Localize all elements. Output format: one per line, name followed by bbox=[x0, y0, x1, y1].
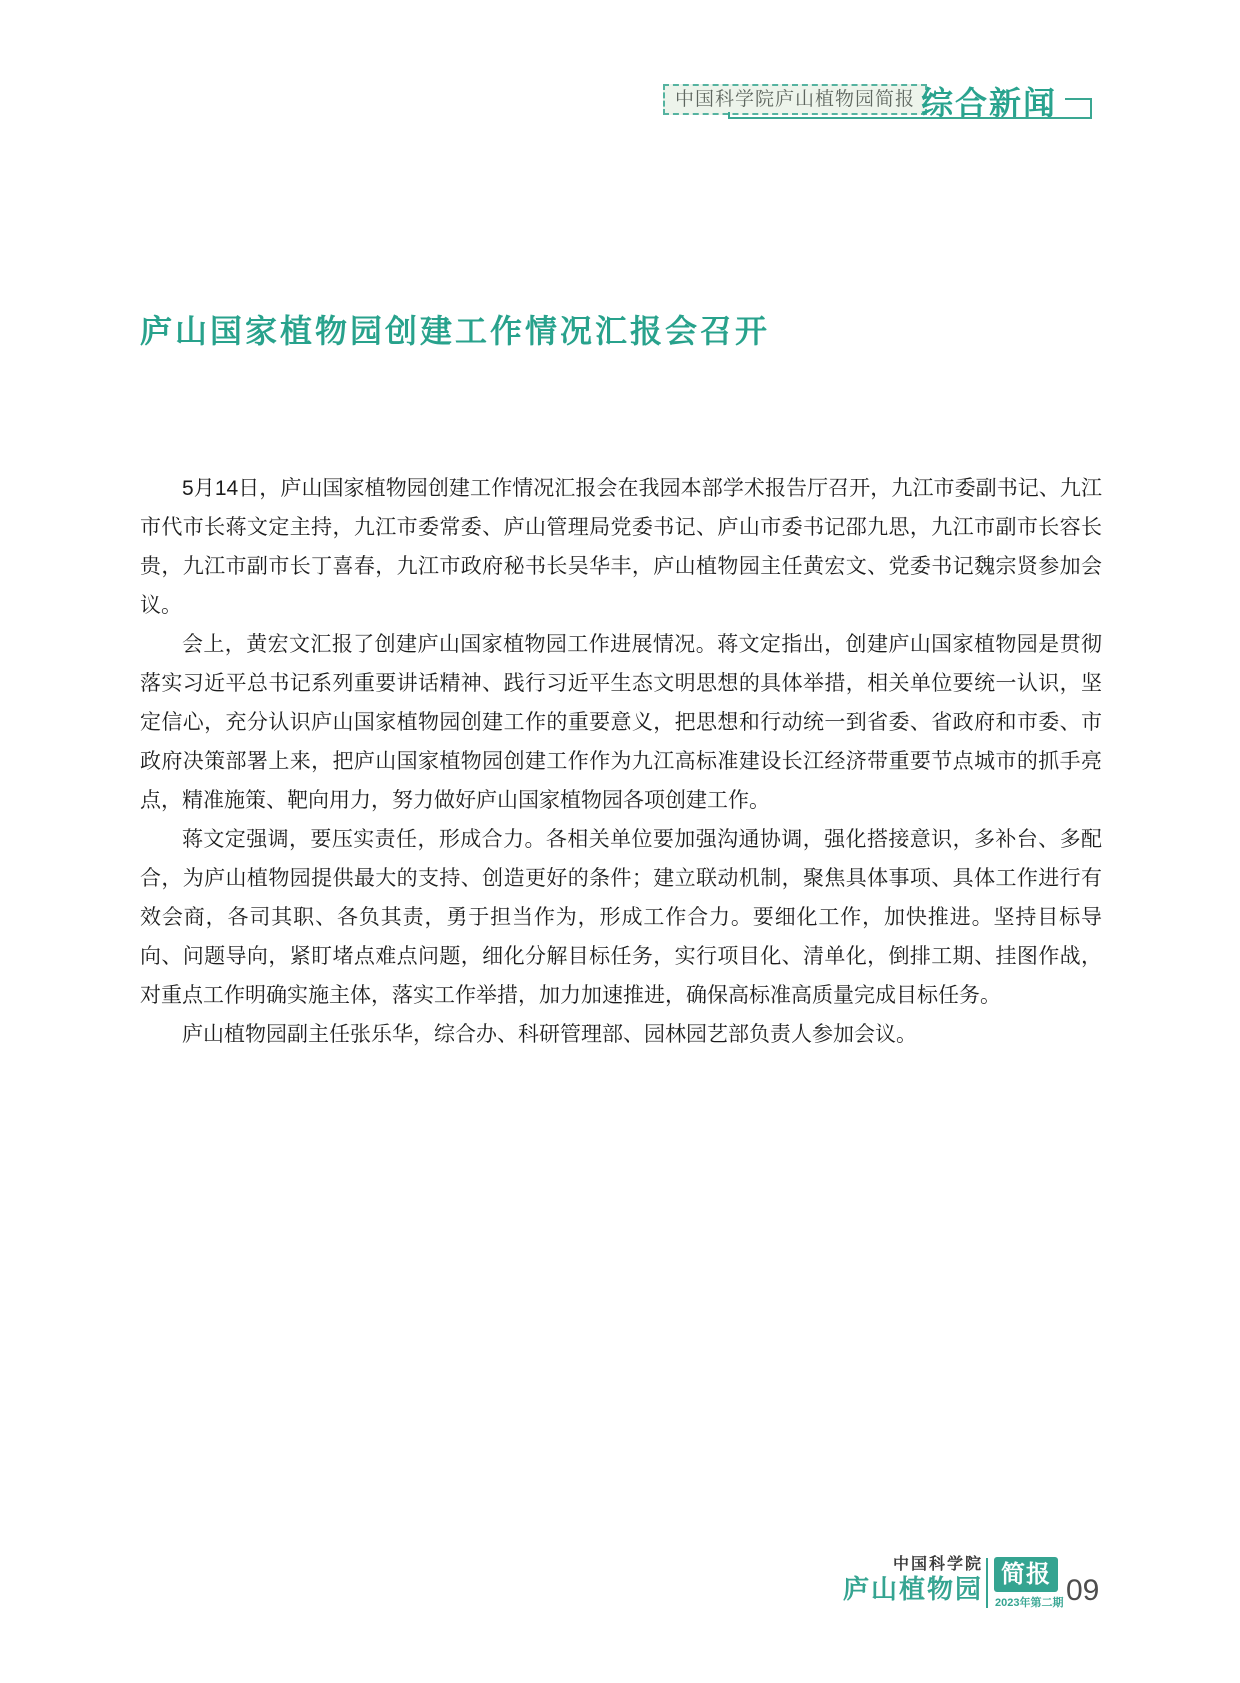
footer-garden-name: 庐山植物园 bbox=[842, 1574, 983, 1604]
header-section-title: 综合新闻 bbox=[921, 85, 1058, 121]
section-underline-bracket bbox=[720, 94, 1100, 122]
header-bulletin-badge: 中国科学院庐山植物园简报 bbox=[663, 84, 927, 115]
footer-org-name: 中国科学院 bbox=[892, 1556, 983, 1573]
article-body bbox=[140, 469, 1102, 1054]
footer-organization bbox=[843, 1556, 983, 1604]
page-footer bbox=[0, 1550, 1240, 1620]
article-paragraph: 庐山植物园副主任张乐华，综合办、科研管理部、园林园艺部负责人参加会议。 bbox=[182, 1023, 917, 1046]
page-number: 09 bbox=[1066, 1574, 1100, 1607]
article-title: 庐山国家植物园创建工作情况汇报会召开 bbox=[140, 313, 771, 349]
footer-bulletin-label: 简报 bbox=[994, 1557, 1058, 1592]
article-paragraph: 蒋文定强调，要压实责任，形成合力。各相关单位要加强沟通协调，强化搭接意识，多补台、多配合，为庐山植物园提供最大的支持、创造更好的条件；建立联动机制，聚焦具体事项、具体工作进行有效会商，各司其职、各负其责，勇于担当作为，形成工作合力。要细化工作，加快推进。坚持目标导向、问题导向，紧盯堵点难点问题，细化分解目标任务，实行项目化、清单化，倒排工期、挂图作战，对重点工作明确实施主体，落实工作举措，加力加速推进，确保高标准高质量完成目标任务。 bbox=[140, 828, 1102, 1007]
article-paragraph: 会上，黄宏文汇报了创建庐山国家植物园工作进展情况。蒋文定指出，创建庐山国家植物园是贯彻落实习近平总书记系列重要讲话精神、践行习近平生态文明思想的具体举措，相关单位要统一认识，坚定信心，充分认识庐山国家植物园创建工作的重要意义，把思想和行动统一到省委、省政府和市委、市政府决策部署上来，把庐山国家植物园创建工作作为九江高标准建设长江经济带重要节点城市的抓手亮点，精准施策、靶向用力，努力做好庐山国家植物园各项创建工作。 bbox=[140, 633, 1102, 812]
footer-divider-line bbox=[986, 1558, 988, 1608]
footer-issue-label: 2023年第二期 bbox=[995, 1597, 1064, 1609]
article-paragraph: 5月14日，庐山国家植物园创建工作情况汇报会在我园本部学术报告厅召开，九江市委副书记、九江市代市长蒋文定主持，九江市委常委、庐山管理局党委书记、庐山市委书记邵九思，九江市副市长容长贵，九江市副市长丁喜春，九江市政府秘书长吴华丰，庐山植物园主任黄宏文、党委书记魏宗贤参加会议。 bbox=[140, 477, 1102, 617]
